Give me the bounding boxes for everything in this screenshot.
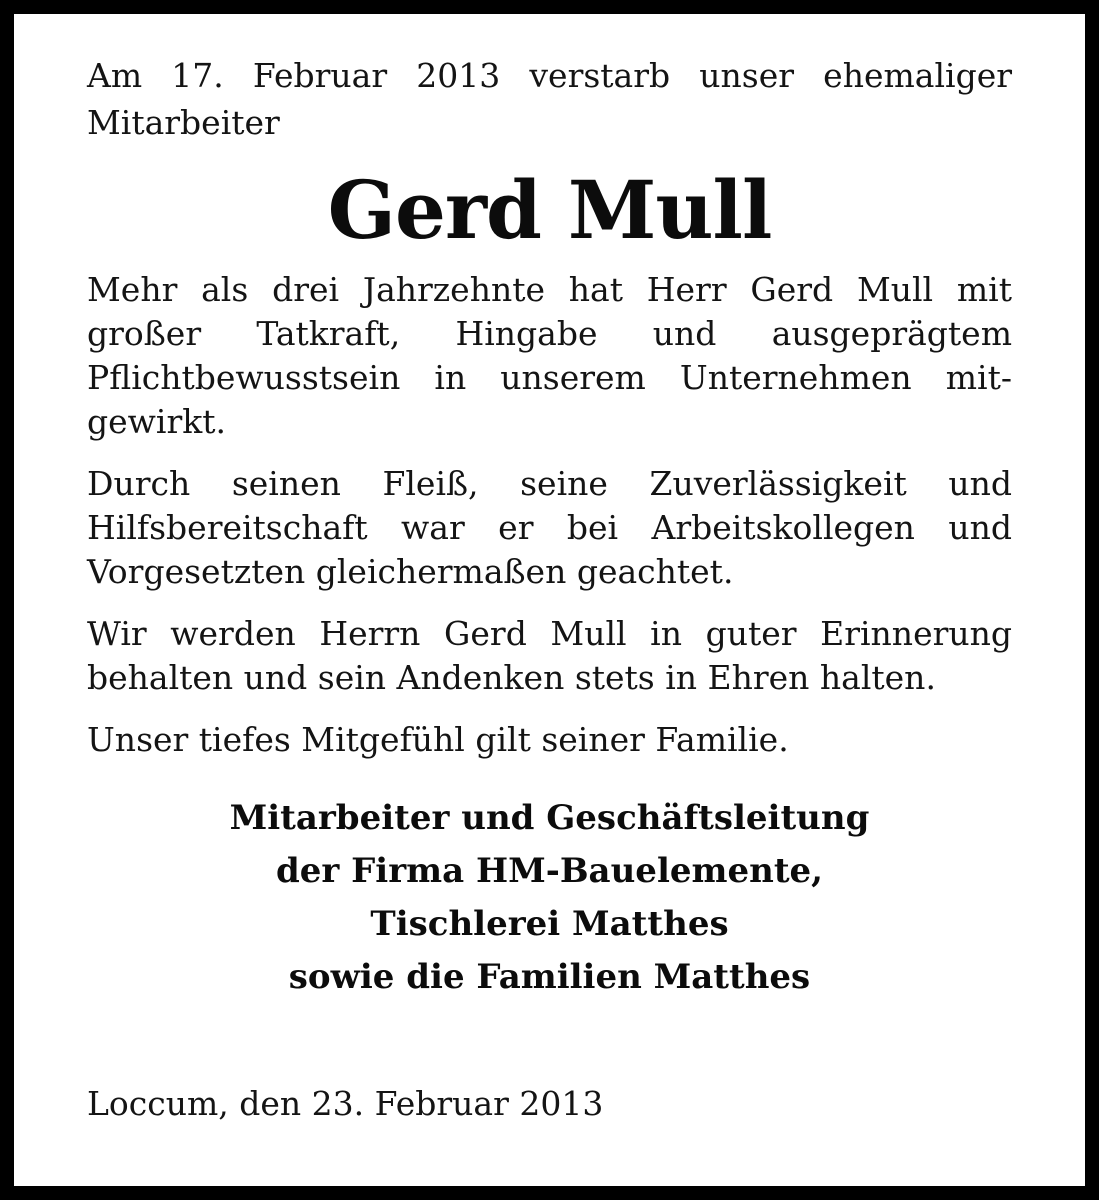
paragraph-character bbox=[87, 462, 1012, 594]
signature-line-1: Mitarbeiter und Geschäftsleitung bbox=[229, 798, 870, 838]
intro-text bbox=[87, 52, 1012, 146]
signature-block bbox=[87, 792, 1012, 1004]
signature-line-2: der Firma HM-Bauelemente, bbox=[275, 851, 823, 891]
paragraph-condolence-text: Unser tiefes Mitgefühl gilt seiner Familie. bbox=[87, 720, 789, 759]
paragraph-condolence bbox=[87, 718, 1012, 762]
deceased-name: Gerd Mull bbox=[327, 163, 772, 257]
signature-line-3: Tischlerei Matthes bbox=[370, 904, 729, 944]
intro-line-1: Am 17. Februar 2013 verstarb unser ehemaliger bbox=[87, 56, 1012, 95]
paragraph-service-text: Mehr als drei Jahrzehnte hat Herr Gerd Mull mit großer Tatkraft, Hingabe und ausgeprägtem Pflichtbewusstsein in unserem Unternehmen mit-gewirkt. bbox=[87, 270, 1012, 441]
paragraph-memory bbox=[87, 612, 1012, 700]
obituary-content bbox=[87, 52, 1012, 1004]
paragraph-character-text: Durch seinen Fleiß, seine Zuverlässigkeit und Hilfsbereitschaft war er bei Arbeitskollegen und Vorgesetzten gleichermaßen geachtet. bbox=[87, 464, 1012, 591]
intro-line-2: Mitarbeiter bbox=[87, 103, 280, 142]
signature-line-4: sowie die Familien Matthes bbox=[288, 957, 811, 997]
paragraph-memory-text: Wir werden Herrn Gerd Mull in guter Erinnerung behalten und sein Andenken stets in Ehren halten. bbox=[87, 614, 1012, 697]
paragraph-service bbox=[87, 268, 1012, 444]
place-date: Loccum, den 23. Februar 2013 bbox=[87, 1084, 604, 1123]
